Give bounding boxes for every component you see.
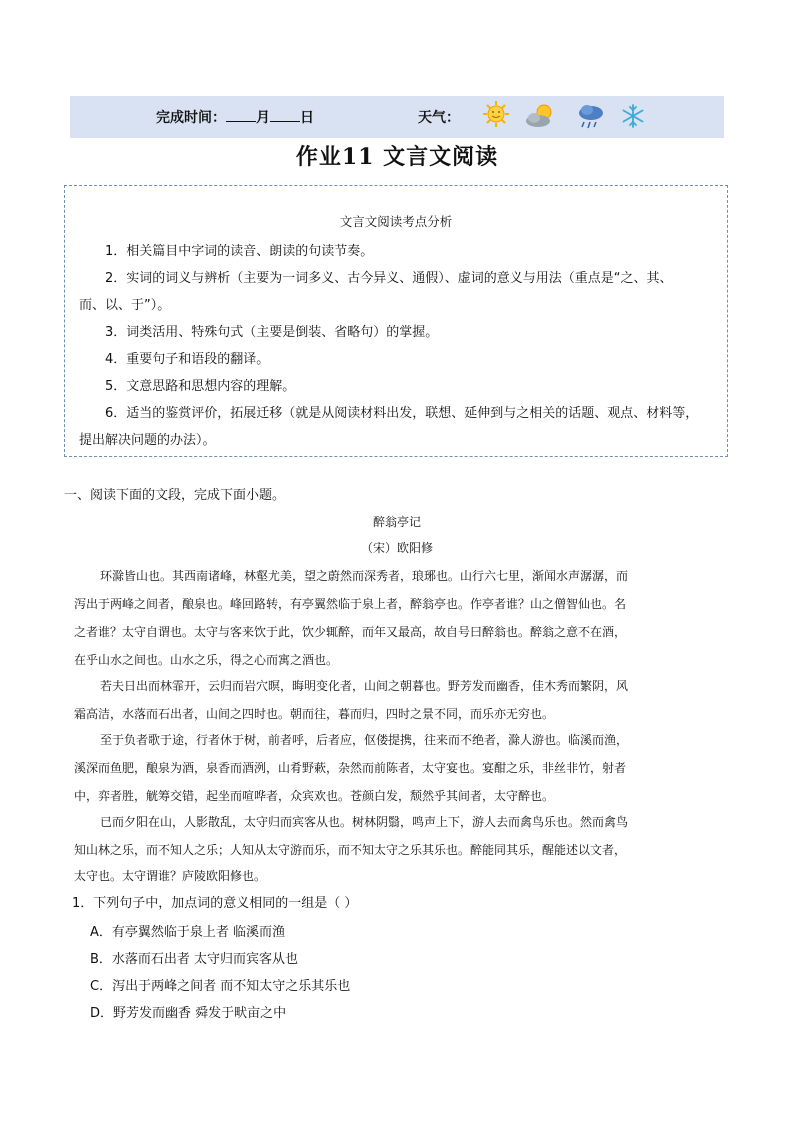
analysis-heading: 文言文阅读考点分析 xyxy=(339,214,453,229)
option-c[interactable]: C．泻出于两峰之间者 而不知太守之乐其乐也 xyxy=(90,979,351,994)
completion-time xyxy=(156,107,314,127)
option-b[interactable]: B．水落而石出者 太守归而宾客从也 xyxy=(90,952,299,967)
rain-cloud-icon xyxy=(576,101,606,131)
day-label: 日 xyxy=(300,110,314,126)
weather-label: 天气： xyxy=(418,110,460,126)
analysis-line: 6．适当的鉴赏评价，拓展迁移（就是从阅读材料出发，联想、延伸到与之相关的话题、观点、材料等， xyxy=(105,406,699,421)
option-d[interactable]: D．野芳发而幽香 舜发于畎亩之中 xyxy=(90,1006,287,1021)
passage-line: 中，弈者胜，觥筹交错，起坐而喧哗者，众宾欢也。苍颜白发，颓然乎其间者，太守醉也。 xyxy=(74,789,555,803)
passage-line: 若夫日出而林霏开，云归而岩穴暝，晦明变化者，山间之朝暮也。野芳发而幽香，佳木秀而繁阴，风 xyxy=(100,679,629,693)
passage-line: 至于负者歌于途，行者休于树，前者呼，后者应，伛偻提携，往来而不绝者，滁人游也。临溪而渔， xyxy=(100,733,629,747)
time-label: 完成时间： xyxy=(156,110,226,126)
analysis-line: 2．实词的词义与辨析（主要为一词多义、古今异义、通假）、虚词的意义与用法（重点是“之、其、 xyxy=(105,271,673,286)
passage-line: 知山林之乐，而不知人之乐；人知从太守游而乐，而不知太守之乐其乐也。醉能同其乐，醒能述以文者， xyxy=(74,843,627,857)
page-title: 作业11 文言文阅读 xyxy=(295,144,499,170)
passage-line: 已而夕阳在山，人影散乱，太守归而宾客从也。树林阴翳，鸣声上下，游人去而禽鸟乐也。然而禽鸟 xyxy=(100,815,629,829)
partly-cloudy-icon xyxy=(524,102,558,130)
passage-author: （宋）欧阳修 xyxy=(360,541,433,555)
analysis-box xyxy=(64,185,728,457)
month-label: 月 xyxy=(256,110,270,126)
passage-line: 太守也。太守谓谁？庐陵欧阳修也。 xyxy=(74,869,267,883)
analysis-line: 4．重要句子和语段的翻译。 xyxy=(105,352,270,367)
day-blank xyxy=(270,107,300,122)
header-bar xyxy=(70,96,724,138)
passage-title: 醉翁亭记 xyxy=(372,515,421,529)
analysis-line: 而、以、于”）。 xyxy=(79,298,171,313)
month-blank xyxy=(226,107,256,122)
question-stem: 1．下列句子中，加点词的意义相同的一组是（ ） xyxy=(72,896,358,911)
snowflake-icon xyxy=(620,103,646,129)
passage-line: 之者谁？太守自谓也。太守与客来饮于此，饮少辄醉，而年又最高，故自号曰醉翁也。醉翁之意不在酒， xyxy=(74,625,627,639)
sun-icon xyxy=(482,100,510,128)
analysis-line: 1．相关篇目中字词的读音、朗读的句读节奏。 xyxy=(105,244,374,259)
analysis-line: 提出解决问题的办法）。 xyxy=(79,433,216,448)
option-a[interactable]: A．有亭翼然临于泉上者 临溪而渔 xyxy=(90,925,286,940)
passage-line: 溪深而鱼肥，酿泉为酒，泉香而酒洌，山肴野蔌，杂然而前陈者，太守宴也。宴酣之乐，非丝非竹，射者 xyxy=(74,761,627,775)
passage-line: 泻出于两峰之间者，酿泉也。峰回路转，有亭翼然临于泉上者，醉翁亭也。作亭者谁？山之僧智仙也。名 xyxy=(74,597,627,611)
analysis-line: 3．词类活用、特殊句式（主要是倒装、省略句）的掌握。 xyxy=(105,325,439,340)
passage-line: 霜高洁，水落而石出者，山间之四时也。朝而往，暮而归，四时之景不同，而乐亦无穷也。 xyxy=(74,707,555,721)
passage-line: 环滁皆山也。其西南诸峰，林壑尤美，望之蔚然而深秀者，琅琊也。山行六七里，渐闻水声潺潺，而 xyxy=(100,569,629,583)
analysis-line: 5．文意思路和思想内容的理解。 xyxy=(105,379,296,394)
section-intro: 一、阅读下面的文段，完成下面小题。 xyxy=(64,488,286,503)
passage-line: 在乎山水之间也。山水之乐，得之心而寓之酒也。 xyxy=(74,653,339,667)
